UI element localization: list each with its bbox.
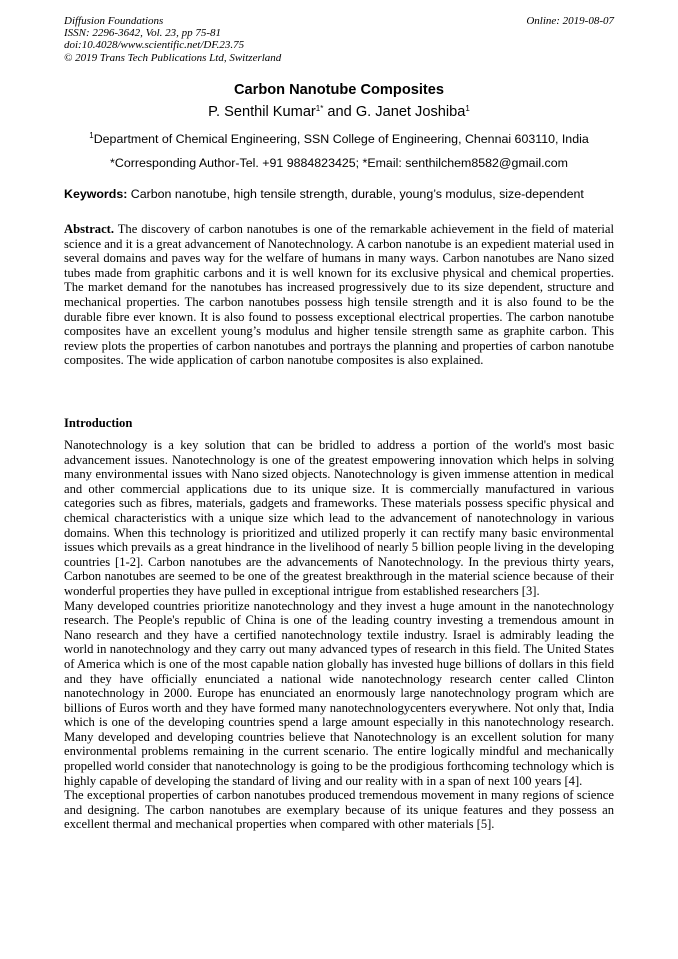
- section-heading-introduction: Introduction: [64, 416, 133, 430]
- abstract-text: The discovery of carbon nanotubes is one of the remarkable achievement in the field of material science and it is a great advancement of Nanotechnology. A carbon nanotube is an expedient material used in several domains and paves way for the welfare of humans in many ways. Carbon nanotubes are Nano sized tubes made from graphitic carbons and it is well known for its exclusive physical and chemical properties. The market demand for the nanotubes has increased progressively due to its size dependent, structure and mechanical properties. The carbon nanotubes possess high tensile strength and it is also found to be the durable fibre ever known. It is also found to possess exceptional electrical properties. The carbon nanotube composites have an excellent young’s modulus and higher tensile strength same as graphite carbon. This review plots the properties of carbon nanotubes and portrays the planning and properties of carbon nanotube composites. The wide application of carbon nanotube composites is also explained.: [64, 222, 614, 368]
- page-header: [64, 15, 614, 64]
- author-conjunction: and: [323, 104, 356, 120]
- keywords-text: Carbon nanotube, high tensile strength, durable, young’s modulus, size-dependent: [127, 187, 584, 201]
- author-1: P. Senthil Kumar: [208, 104, 316, 120]
- corresponding-author: *Corresponding Author-Tel. +91 9884823425; *Email: senthilchem8582@gmail.com: [110, 156, 568, 170]
- journal-name: Diffusion Foundations: [64, 15, 164, 27]
- online-date: Online: 2019-08-07: [526, 15, 614, 27]
- affiliation-marker: 1: [89, 131, 94, 140]
- paper-title: Carbon Nanotube Composites: [234, 82, 444, 98]
- keywords: [64, 186, 614, 202]
- title-block: [40, 81, 638, 171]
- doi-line: doi:10.4028/www.scientific.net/DF.23.75: [64, 39, 245, 52]
- author-2-marker: 1: [465, 104, 470, 113]
- keywords-label: Keywords:: [64, 187, 128, 201]
- introduction-body: [64, 438, 614, 832]
- journal-info: [64, 15, 281, 64]
- author-2: G. Janet Joshiba: [355, 104, 466, 120]
- author-1-marker: 1*: [315, 104, 324, 113]
- paragraph: The exceptional properties of carbon nanotubes produced tremendous movement in many regions of science and designing. The carbon nanotubes are exemplary because of its unique features and they possess an excellent thermal and mechanical properties when compared with other materials [5].: [64, 788, 614, 832]
- copyright-line: © 2019 Trans Tech Publications Ltd, Switzerland: [64, 51, 282, 64]
- paragraph: Nanotechnology is a key solution that can be bridled to address a portion of the world's most basic advancement issues. Nanotechnology is one of the greatest empowering innovation which helps in solving many environmental issues with Nano sized objects. Nanotechnology is given immense attention in medical and other commercial applications due to its unique size. It is commercially manufactured in various categories such as fibres, materials, gadgets and frameworks. These materials possess specific physical and chemical characteristics with a unique size which lead to the advancement of nanotechnology in various domains. When this technology is prioritized and utilized properly it can rectify many basic environmental issues which prevails as a great hindrance in the livelihood of nearly 5 billion people living in the developing countries [1-2]. Carbon nanotubes are the advancements of Nanotechnology. In the previous thirty years, Carbon nanotubes are seemed to be one of the greatest breakthrough in the material science because of their wonderful properties they have pulled in exceptional intrigue from established researchers [3].: [64, 438, 614, 598]
- affiliation-text: Department of Chemical Engineering, SSN College of Engineering, Chennai 603110, India: [93, 132, 589, 146]
- abstract: [64, 222, 614, 368]
- affiliation: [40, 131, 638, 147]
- author-line: [40, 102, 638, 122]
- paragraph: Many developed countries prioritize nanotechnology and they invest a huge amount in the nanotechnology research. The People's republic of China is one of the leading country investing a tremendous amount in Nano research and they have a certified nanotechnology textile industry. Israel is admirably leading the world in nanotechnology and they carry out many advanced types of research in this field. The United States of America which is one of the most capable nation globally has invested huge billions of dollars in this field and they have officially enunciated a national wide nanotechnology research center called Clinton nanotechnology in 2000. Europe has enunciated an enormously large nanotechnology program which are billions of Euros worth and they have formed many nanotechnologycenters everywhere. Not only that, India which is one of the developing countries spend a large amount especially in this nanotechnology research. Many developed and developing countries believe that Nanotechnology is an excellent solution for many environmental problems remaining in the current scenario. The entire logically mindful and mechanically propelled world consider that nanotechnology is going to be the prodigious forthcoming technology which is highly capable of developing the standard of living and our reality with in a span of next 100 years [4].: [64, 598, 614, 788]
- issn-line: ISSN: 2296-3642, Vol. 23, pp 75-81: [64, 27, 222, 40]
- abstract-label: Abstract.: [64, 222, 115, 236]
